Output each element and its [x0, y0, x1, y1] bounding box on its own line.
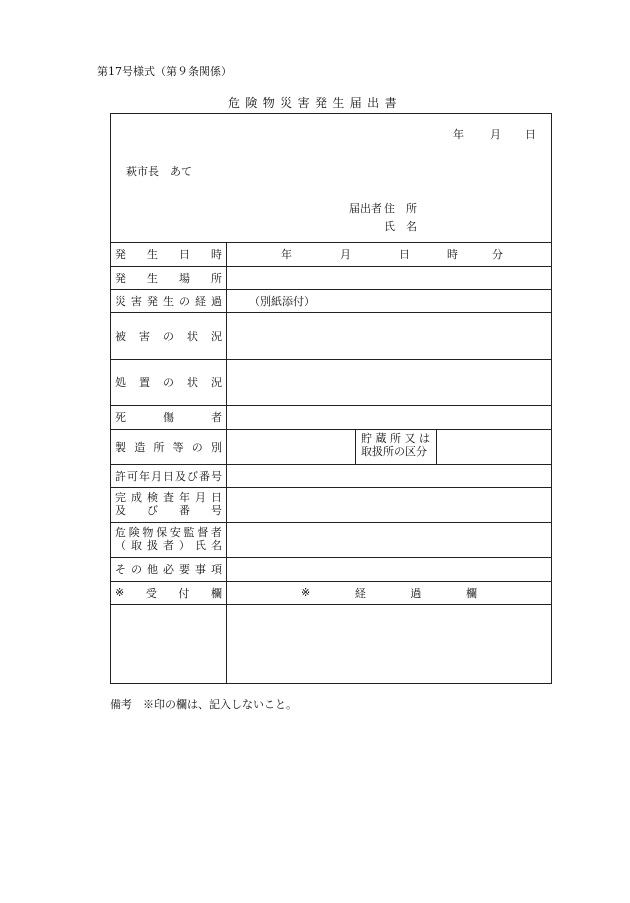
permit-label: 許 可 年 月 日 及 び 番 号	[115, 469, 222, 483]
datetime-hour-unit: 時	[447, 248, 458, 261]
reception-column-label: ※ 受 付 欄	[115, 586, 222, 600]
remarks-note: 備考 ※印の欄は、記入しないこと。	[110, 698, 297, 711]
measures-status-field[interactable]	[227, 359, 552, 405]
occurrence-place-field[interactable]	[227, 266, 552, 289]
occurrence-datetime-field[interactable]	[227, 242, 552, 266]
datetime-day-unit: 日	[399, 248, 410, 261]
datetime-month-unit: 月	[340, 248, 351, 261]
completion-inspection-label: 完 成 検 査 年 月 日 及 び 番 号	[115, 491, 222, 517]
supervisor-field[interactable]	[227, 522, 552, 557]
progress-column-label: ※ 経 過 欄	[301, 586, 477, 600]
attachment-note: （別紙添付）	[249, 294, 315, 308]
addressee: 萩市長 あて	[126, 165, 192, 178]
header-month-label: 月	[490, 128, 501, 141]
header-day-label: 日	[525, 128, 536, 141]
other-matters-label: そ の 他 必 要 事 項	[115, 563, 222, 576]
other-matters-field[interactable]	[227, 557, 552, 581]
completion-inspection-field[interactable]	[227, 487, 552, 522]
form-title: 危険物災害発生届出書	[227, 96, 402, 110]
casualties-label: 死 傷 者	[115, 411, 222, 424]
permit-field[interactable]	[227, 464, 552, 487]
facility-type-label: 製 造 所 等 の 別	[115, 440, 222, 454]
supervisor-label: 危 険 物 保 安 監 督 者 （ 取 扱 者 ） 氏 名	[115, 526, 222, 552]
datetime-minute-unit: 分	[492, 248, 503, 261]
damage-status-field[interactable]	[227, 312, 552, 359]
disaster-process-field[interactable]	[227, 289, 552, 312]
notifier-label: 届出者	[349, 202, 382, 215]
progress-box	[227, 605, 552, 683]
header-year-label: 年	[453, 128, 464, 141]
notification-form	[110, 113, 552, 684]
reception-box	[111, 605, 226, 683]
storage-category-label: 貯 蔵 所 又 は 取扱所の区分	[361, 432, 430, 458]
disaster-process-label: 災 害 発 生 の 経 過	[115, 294, 222, 308]
datetime-year-unit: 年	[281, 248, 292, 261]
facility-type-field[interactable]	[227, 429, 355, 464]
name-label: 氏 名	[384, 220, 417, 233]
form-number: 第17号様式（第９条関係）	[97, 65, 232, 78]
storage-category-field[interactable]	[437, 429, 552, 464]
occurrence-place-label: 発 生 場 所	[115, 271, 222, 285]
casualties-field[interactable]	[227, 405, 552, 429]
damage-status-label: 被 害 の 状 況	[115, 329, 222, 343]
measures-status-label: 処 置 の 状 況	[115, 376, 222, 389]
address-label: 住 所	[384, 202, 417, 215]
occurrence-datetime-label: 発 生 日 時	[115, 248, 222, 261]
